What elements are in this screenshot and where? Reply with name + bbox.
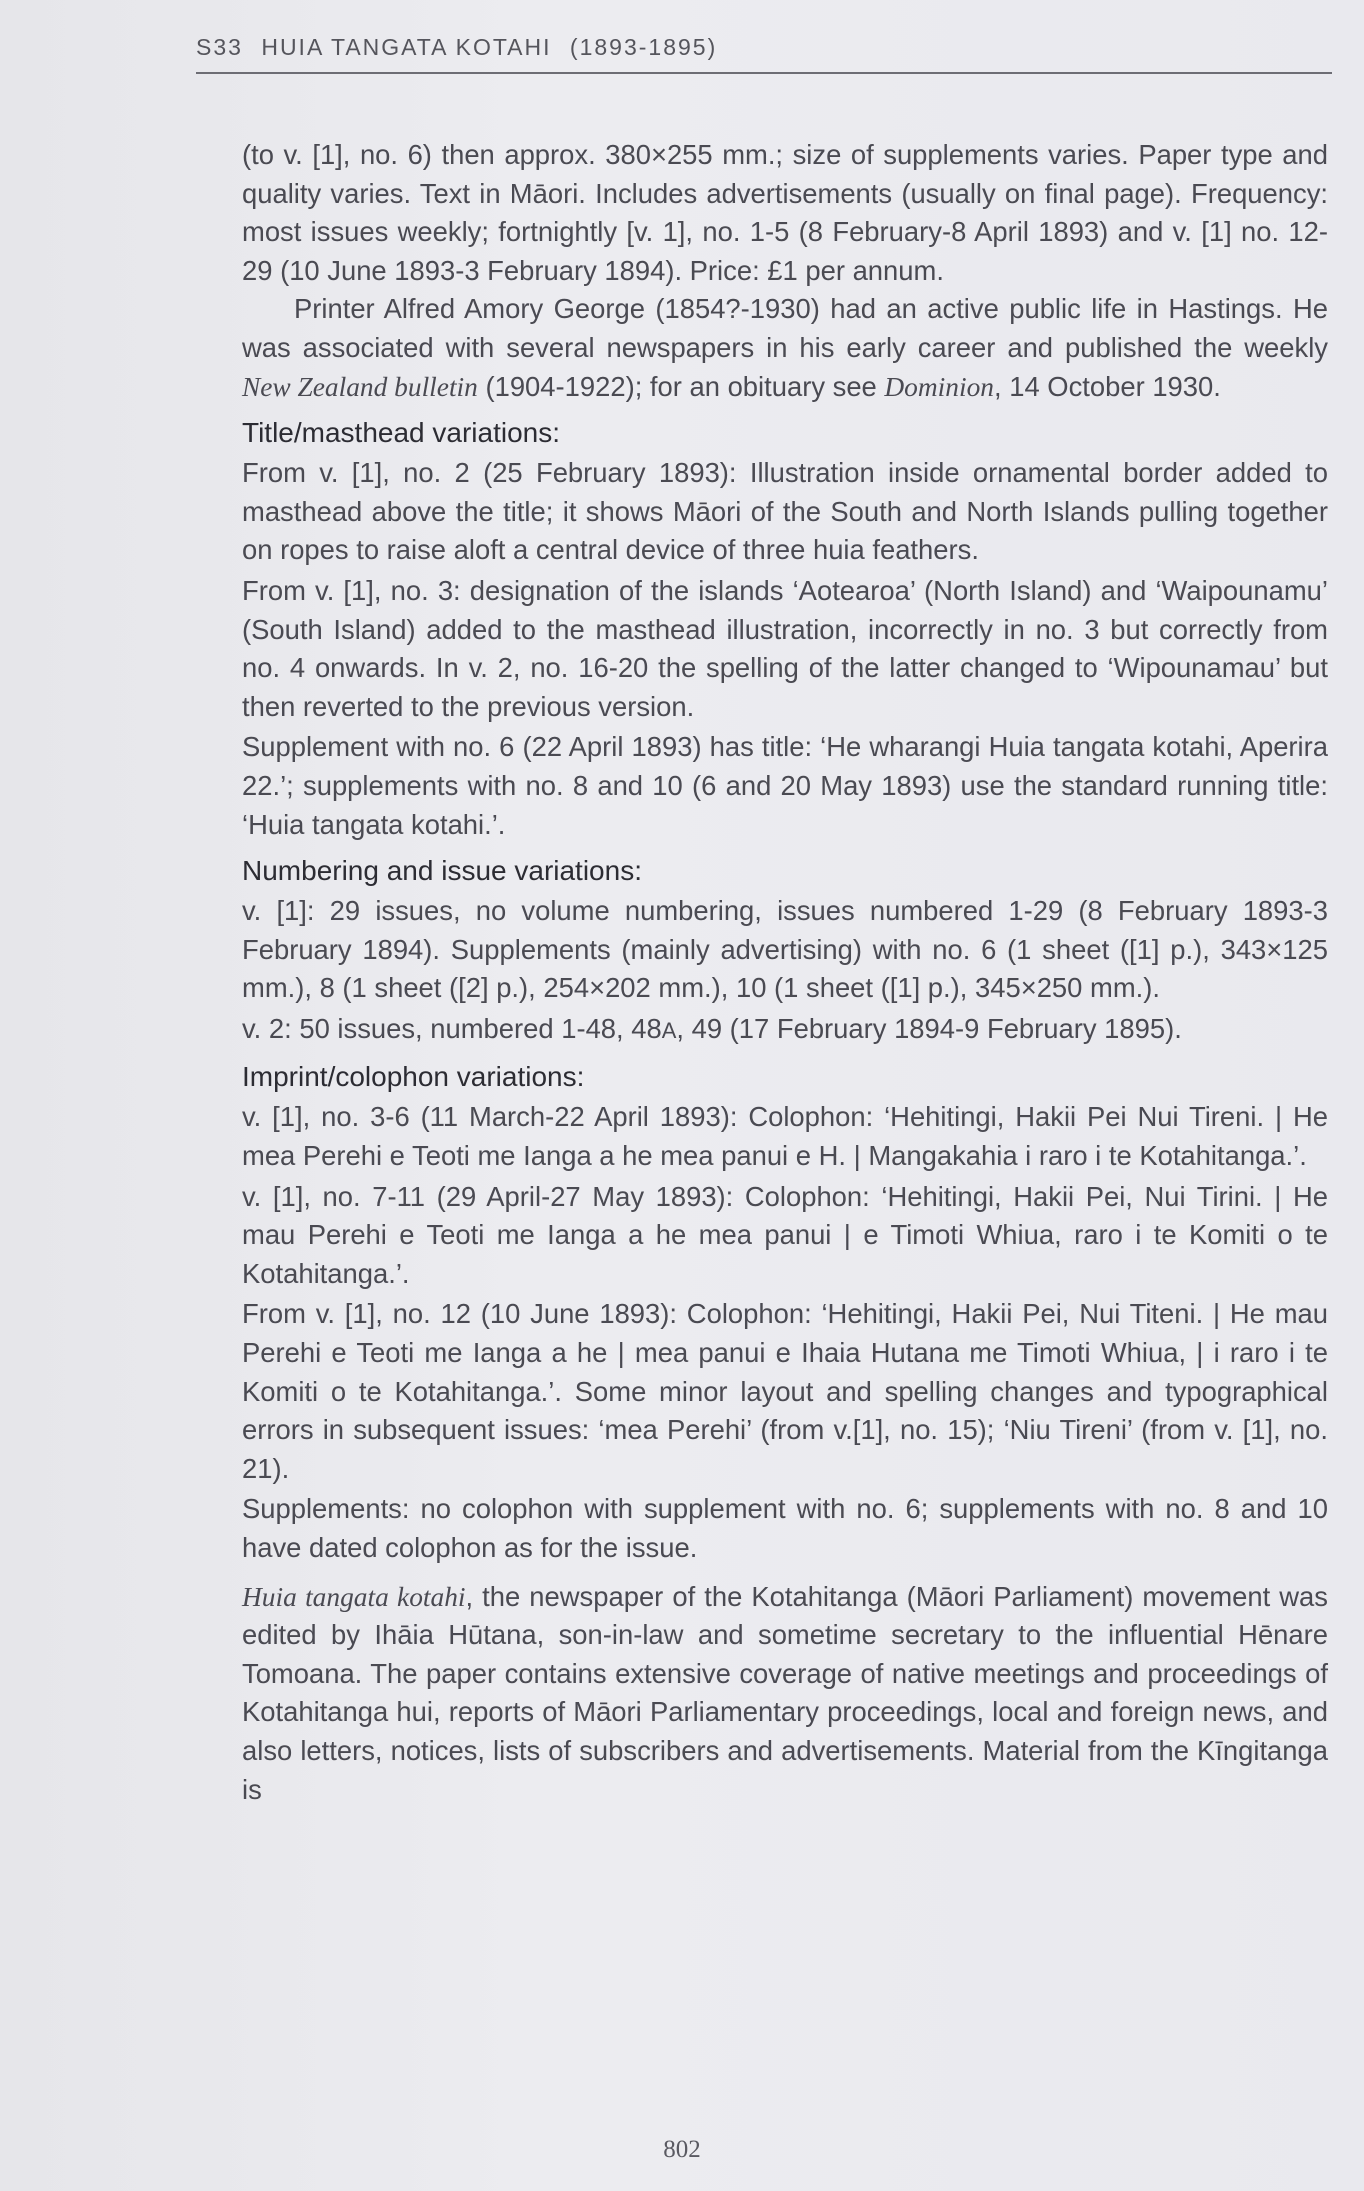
heading-imprint-variations: Imprint/colophon variations: [242,1061,585,1093]
heading-numbering-variations: Numbering and issue variations: [242,855,642,887]
page-number: 802 [663,2136,701,2163]
title-huia-tangata-kotahi: Huia tangata kotahi [242,1581,466,1612]
title-variation-3: Supplement with no. 6 (22 April 1893) has title: ‘He wharangi Huia tangata kotahi, Aperira 22.’; supplements with no. 8 and 10 (6 and 20 May 1893) use the standard running title: ‘Huia tangata kotahi.’. [242,731,1328,840]
paragraph-printer: Printer Alfred Amory George (1854?-1930) had an active public life in Hastings. He was associated with several newspapers in his early career and published the weekly New Zealand bulletin (1904-1922); for an obituary see Dominion, 14 October 1930. [242,293,1328,402]
title-nz-bulletin: New Zealand bulletin [242,371,478,402]
running-title: HUIA TANGATA KOTAHI [261,34,552,60]
imprint-variation-3: From v. [1], no. 12 (10 June 1893): Colophon: ‘Hehitingi, Hakii Pei, Nui Titeni. | He mau Perehi e Teoti me Ianga a he | mea panui e Ihaia Hutana me Timoti Whiua, | i raro i te Komiti o te Kotahitanga.’. Some minor layout and spelling changes and typographical errors in subsequent issues: ‘mea Perehi’ (from v.[1], no. 15); ‘Niu Tireni’ (from v. [1], no. 21). [242,1298,1328,1484]
numbering-variation-2: v. 2: 50 issues, numbered 1-48, 48A, 49 (17 February 1894-9 February 1895). [242,1012,1182,1044]
imprint-variation-1: v. [1], no. 3-6 (11 March-22 April 1893): Colophon: ‘Hehitingi, Hakii Pei Nui Tireni. | He mea Perehi e Teoti me Ianga a he mea panui e H. | Mangakahia i raro i te Kotahitanga.’. [242,1101,1328,1172]
heading-title-variations: Title/masthead variations: [242,417,560,449]
title-variation-2: From v. [1], no. 3: designation of the islands ‘Aotearoa’ (North Island) and ‘Waipounamu’ (South Island) added to the masthead illustration, incorrectly in no. 3 but correctly from no. 4 onwards. In v. 2, no. 16-20 the spelling of the latter changed to ‘Wipounamau’ but then reverted to the previous version. [242,574,1328,722]
imprint-variation-4: Supplements: no colophon with supplement with no. 6; supplements with no. 8 and 10 have dated colophon as for the issue. [242,1493,1328,1563]
title-variation-1: From v. [1], no. 2 (25 February 1893): Illustration inside ornamental border added to masthead above the title; it shows Māori of the South and North Islands pulling together on ropes to raise aloft a central device of three huia feathers. [242,457,1328,566]
numbering-variation-1: v. [1]: 29 issues, no volume numbering, issues numbered 1-29 (8 February 1893-3 February 1894). Supplements (mainly advertising) with no. 6 (1 sheet ([1] p.), 343×125 mm.), 8 (1 sheet ([2] p.), 254×202 mm.), 10 (1 sheet ([1] p.), 345×250 mm.). [242,895,1328,1004]
imprint-variation-2: v. [1], no. 7-11 (29 April-27 May 1893): Colophon: ‘Hehitingi, Hakii Pei, Nui Tirini. | He mau Perehi e Teoti me Ianga a he mea panui | e Timoti Whiua, raro i te Komiti o te Kotahitanga.’. [242,1180,1328,1289]
paragraph-physical-description: (to v. [1], no. 6) then approx. 380×255 mm.; size of supplements varies. Paper type and quality varies. Text in Māori. Includes advertisements (usually on final page). Frequency: most issues weekly; fortnightly [v. 1], no. 1-5 (8 February-8 April 1893) and v. [1] no. 12-29 (10 June 1893-3 February 1894). Price: £1 per annum. [242,139,1328,286]
running-head [196,34,1332,74]
section-code: S33 [196,34,243,60]
title-dominion: Dominion [884,371,994,402]
paragraph-description: Huia tangata kotahi, the newspaper of the Kotahitanga (Māori Parliament) movement was edited by Ihāia Hūtana, son-in-law and sometime secretary to the influential Hēnare Tomoana. The paper contains extensive coverage of native meetings and proceedings of Kotahitanga hui, reports of Māori Parliamentary proceedings, local and foreign news, and also letters, notices, lists of subscribers and advertisements. Material from the Kīngitanga is [242,1580,1328,1805]
body-text [242,136,1328,1809]
running-years: (1893-1895) [569,34,718,60]
